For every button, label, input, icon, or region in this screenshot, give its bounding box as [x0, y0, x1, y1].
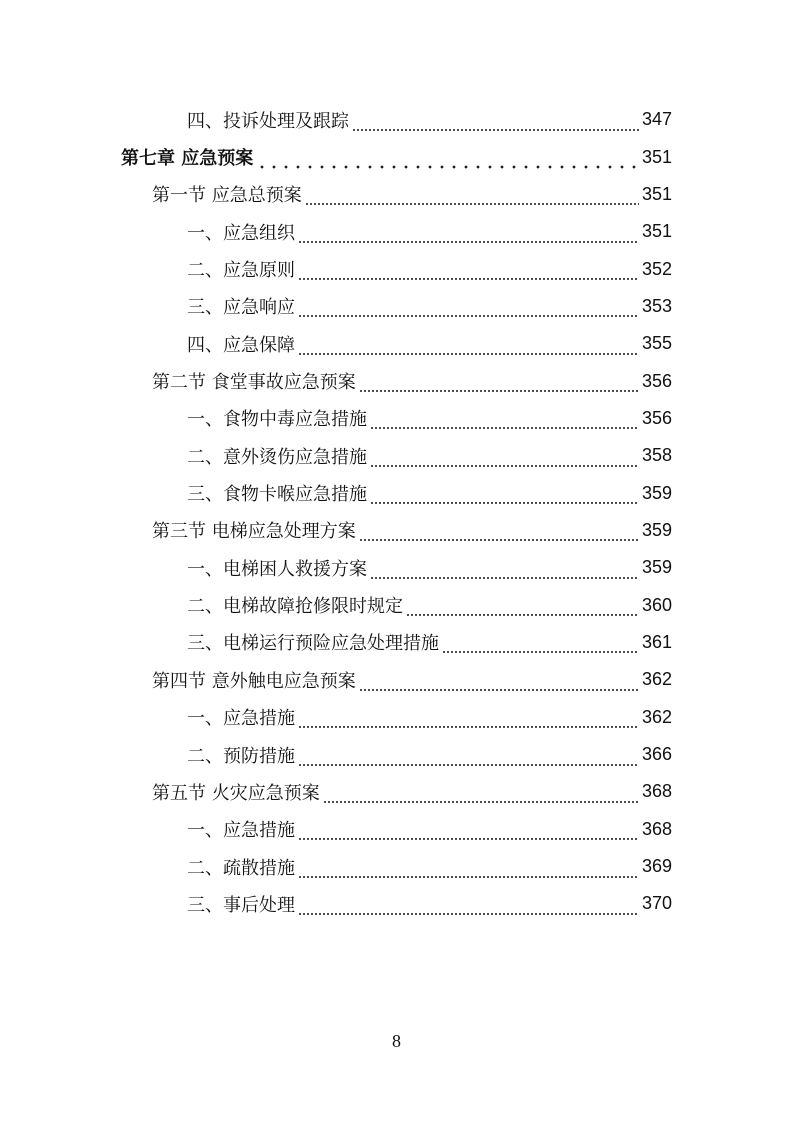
dot-leader: [298, 715, 639, 729]
toc-entry-title: 四、投诉处理及跟踪: [187, 110, 349, 132]
toc-entry-page: 359: [641, 557, 672, 578]
dot-leader: [370, 566, 639, 580]
toc-entry[interactable]: [0, 213, 793, 250]
toc-entry-page: 370: [641, 893, 672, 914]
toc-entry[interactable]: [0, 437, 793, 474]
dot-leader: [305, 192, 639, 206]
toc-entry-page: 369: [641, 856, 672, 877]
dot-leader: [370, 416, 639, 430]
toc-section-entry[interactable]: [0, 176, 793, 213]
toc-entry-page: 362: [641, 669, 672, 690]
toc-entry-page: 362: [641, 706, 672, 727]
toc-entry[interactable]: [0, 848, 793, 885]
dot-leader: [256, 155, 639, 169]
toc-section-entry[interactable]: [0, 773, 793, 810]
dot-leader: [370, 491, 639, 505]
dot-leader: [370, 454, 639, 468]
toc-entry-title: 一、食物中毒应急措施: [187, 409, 367, 431]
dot-leader: [298, 902, 639, 916]
toc-section-entry[interactable]: [0, 512, 793, 549]
table-of-contents: [0, 101, 793, 923]
toc-entry-page: 366: [641, 744, 672, 765]
dot-leader: [298, 342, 639, 356]
toc-entry-title: 一、应急措施: [187, 820, 295, 842]
toc-entry-page: 360: [641, 594, 672, 615]
toc-entry[interactable]: [0, 811, 793, 848]
toc-entry-page: 356: [641, 370, 672, 391]
toc-entry[interactable]: [0, 624, 793, 661]
toc-entry-page: 353: [641, 295, 672, 316]
toc-entry-page: 359: [641, 519, 672, 540]
toc-entry-title: 第七章 应急预案: [121, 148, 254, 170]
toc-entry-title: 二、应急原则: [187, 260, 295, 282]
toc-entry[interactable]: [0, 699, 793, 736]
dot-leader: [298, 267, 639, 281]
dot-leader: [406, 603, 639, 617]
toc-entry[interactable]: [0, 885, 793, 922]
toc-entry-page: 368: [641, 781, 672, 802]
toc-entry-title: 三、事后处理: [187, 894, 295, 916]
toc-section-entry[interactable]: [0, 362, 793, 399]
toc-entry-title: 三、电梯运行预险应急处理措施: [187, 633, 439, 655]
toc-entry[interactable]: [0, 325, 793, 362]
toc-entry-page: 361: [641, 631, 672, 652]
toc-entry-title: 一、电梯困人救援方案: [187, 558, 367, 580]
toc-entry-title: 二、疏散措施: [187, 857, 295, 879]
toc-entry-title: 一、应急组织: [187, 222, 295, 244]
dot-leader: [442, 640, 639, 654]
toc-entry-title: 三、食物卡喉应急措施: [187, 484, 367, 506]
toc-chapter-entry[interactable]: [0, 138, 793, 175]
toc-entry-page: 351: [641, 183, 672, 204]
toc-entry[interactable]: [0, 736, 793, 773]
toc-entry-page: 356: [641, 407, 672, 428]
dot-leader: [298, 827, 639, 841]
toc-entry[interactable]: [0, 586, 793, 623]
toc-entry[interactable]: [0, 400, 793, 437]
dot-leader: [298, 753, 639, 767]
toc-entry[interactable]: [0, 474, 793, 511]
toc-entry[interactable]: [0, 288, 793, 325]
dot-leader: [298, 230, 639, 244]
toc-entry-title: 二、电梯故障抢修限时规定: [187, 596, 403, 618]
toc-entry-page: 359: [641, 482, 672, 503]
dot-leader: [359, 379, 639, 393]
dot-leader: [359, 678, 639, 692]
toc-entry-page: 351: [641, 146, 672, 167]
toc-entry-page: 351: [641, 221, 672, 242]
page-number: 8: [392, 1031, 401, 1051]
toc-entry-title: 第三节 电梯应急处理方案: [152, 521, 356, 543]
toc-entry[interactable]: [0, 549, 793, 586]
toc-entry-page: 347: [641, 109, 672, 130]
toc-entry-title: 三、应急响应: [187, 297, 295, 319]
dot-leader: [298, 865, 639, 879]
dot-leader: [352, 118, 639, 132]
toc-entry-title: 二、意外烫伤应急措施: [187, 446, 367, 468]
dot-leader: [323, 790, 639, 804]
toc-entry[interactable]: [0, 101, 793, 138]
toc-entry-title: 一、应急措施: [187, 708, 295, 730]
toc-section-entry[interactable]: [0, 661, 793, 698]
toc-entry-page: 355: [641, 333, 672, 354]
dot-leader: [298, 304, 639, 318]
toc-entry-title: 第五节 火灾应急预案: [152, 782, 320, 804]
toc-entry-page: 352: [641, 258, 672, 279]
toc-entry-title: 二、预防措施: [187, 745, 295, 767]
toc-entry-page: 358: [641, 445, 672, 466]
toc-entry-title: 四、应急保障: [187, 334, 295, 356]
dot-leader: [359, 528, 639, 542]
toc-entry-title: 第四节 意外触电应急预案: [152, 670, 356, 692]
toc-entry-title: 第一节 应急总预案: [152, 185, 302, 207]
toc-entry[interactable]: [0, 250, 793, 287]
toc-entry-page: 368: [641, 818, 672, 839]
toc-entry-title: 第二节 食堂事故应急预案: [152, 372, 356, 394]
